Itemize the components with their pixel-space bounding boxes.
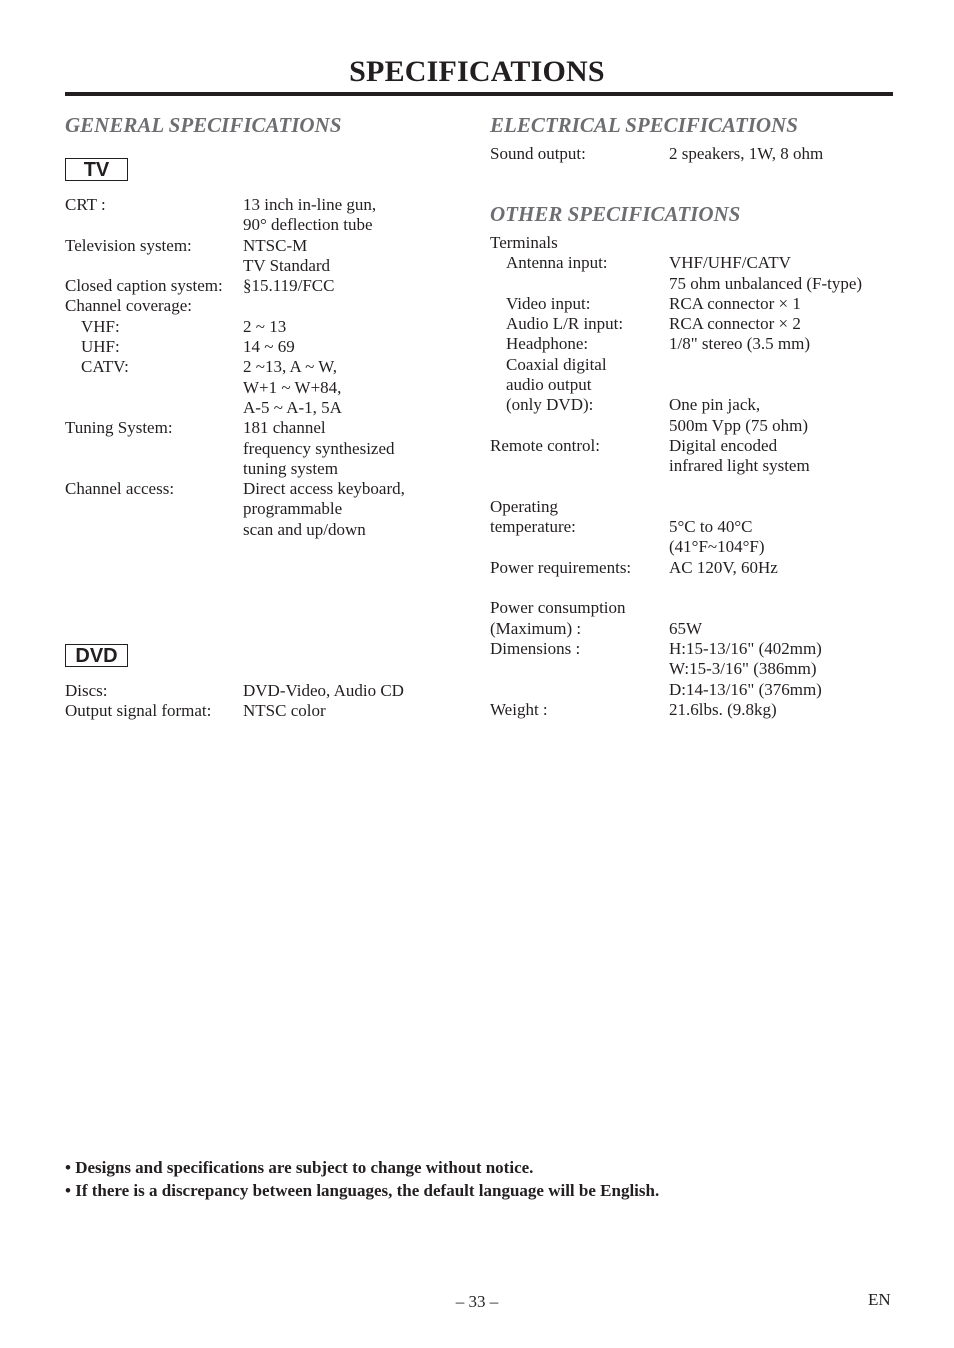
spec-label: Weight :	[490, 699, 548, 719]
spec-row	[65, 235, 331, 277]
spec-label: Closed caption system:	[65, 276, 223, 296]
spec-value	[669, 619, 702, 639]
spec-value-line: scan and up/down	[243, 519, 366, 539]
spec-label: Power consumption	[490, 598, 626, 618]
spec-value-line: 2 ~13, A ~ W,	[243, 357, 337, 377]
spec-value-line: DVD-Video, Audio CD	[243, 681, 404, 700]
spec-value	[243, 418, 395, 479]
spec-row	[490, 578, 631, 598]
spec-label: Antenna input:	[506, 253, 608, 273]
spec-value-line: 500m Vpp (75 ohm)	[669, 415, 808, 435]
spec-value-line: 181 channel	[243, 418, 326, 438]
spec-row	[490, 144, 824, 164]
electrical-specifications-heading: ELECTRICAL SPECIFICATIONS	[490, 113, 798, 137]
spec-label: Operating	[490, 496, 558, 516]
spec-label: Power requirements:	[490, 557, 632, 577]
spec-value-line: §15.119/FCC	[243, 276, 335, 296]
spec-value-line: 75 ohm unbalanced (F-type)	[669, 273, 863, 293]
other-spec-list	[490, 233, 863, 720]
spec-row	[490, 618, 703, 639]
spec-row	[490, 355, 631, 375]
spec-value	[243, 681, 404, 701]
spec-value-line: 1/8" stereo (3.5 mm)	[669, 334, 811, 354]
spec-row	[490, 497, 631, 517]
spec-value-line: 65W	[669, 618, 703, 638]
spec-row	[65, 701, 326, 721]
spec-row	[490, 253, 863, 294]
spec-label: audio output	[506, 375, 592, 395]
spec-label: Remote control:	[490, 435, 601, 455]
spec-value	[243, 317, 286, 337]
spec-value-line: 2 ~ 13	[243, 316, 287, 336]
spec-value-line: TV Standard	[243, 255, 331, 275]
spec-value	[243, 701, 326, 721]
spec-value-line: NTSC color	[243, 701, 326, 721]
spec-value-line: D:14-13/16" (376mm)	[669, 679, 822, 699]
spec-row	[490, 334, 811, 354]
spec-value	[669, 395, 808, 436]
other-specifications-heading: OTHER SPECIFICATIONS	[490, 202, 741, 226]
spec-value	[243, 276, 334, 296]
spec-value-line: RCA connector × 2	[669, 314, 801, 334]
spec-value-line: frequency synthesized	[243, 438, 395, 458]
electrical-spec-list	[490, 144, 824, 164]
spec-value	[243, 479, 405, 540]
spec-value	[669, 294, 801, 314]
spec-label: Terminals	[490, 233, 558, 252]
spec-label: Video input:	[506, 293, 591, 313]
spec-label: CATV:	[81, 357, 129, 377]
spec-label: Output signal format:	[65, 701, 212, 721]
spec-label: Channel coverage:	[65, 296, 192, 316]
spec-value	[669, 436, 810, 477]
spec-row	[65, 316, 287, 337]
dvd-badge: DVD	[65, 644, 128, 667]
spec-row	[65, 479, 405, 540]
spec-label: Dimensions :	[490, 638, 581, 658]
spec-value-line: One pin jack,	[669, 395, 761, 415]
note-item: • Designs and specifications are subject to change without notice.	[65, 1158, 534, 1177]
spec-value-line: 21.6lbs. (9.8kg)	[669, 699, 777, 719]
spec-value	[669, 558, 778, 578]
spec-value-line: RCA connector × 1	[669, 293, 801, 313]
spec-row	[490, 233, 631, 253]
spec-row	[65, 337, 295, 357]
spec-value-line: 14 ~ 69	[243, 337, 295, 357]
spec-value-line: 2 speakers, 1W, 8 ohm	[669, 144, 824, 163]
spec-value-line: programmable	[243, 499, 343, 519]
dvd-spec-list	[65, 681, 404, 722]
spec-label: Channel access:	[65, 479, 175, 499]
spec-row	[65, 276, 335, 296]
spec-label: Tuning System:	[65, 418, 173, 438]
page-number: – 33 –	[455, 1292, 499, 1311]
page-title: SPECIFICATIONS	[349, 55, 605, 88]
tv-badge: TV	[65, 158, 128, 181]
note-item: • If there is a discrepancy between languages, the default language will be English.	[65, 1181, 660, 1200]
spec-row	[490, 314, 801, 334]
spec-row	[490, 557, 778, 578]
spec-value-line: W+1 ~ W+84,	[243, 377, 342, 397]
spec-value	[669, 314, 801, 334]
spec-row	[490, 638, 822, 700]
spec-value-line: (41°F~104°F)	[669, 537, 765, 557]
spec-value	[669, 517, 765, 558]
spec-value-line: Direct access keyboard,	[243, 479, 405, 499]
tv-spec-list	[65, 195, 405, 540]
spec-row	[490, 435, 810, 477]
spec-value-line: AC 120V, 60Hz	[669, 557, 778, 577]
spec-label: Discs:	[65, 681, 108, 700]
spec-row	[65, 418, 395, 479]
spec-value-line: infrared light system	[669, 456, 810, 476]
spec-value	[669, 144, 823, 164]
spec-value	[669, 253, 862, 294]
spec-value-line: tuning system	[243, 458, 338, 478]
general-specifications-heading: GENERAL SPECIFICATIONS	[65, 113, 342, 137]
spec-row	[65, 681, 404, 701]
spec-label: temperature:	[490, 517, 576, 537]
spec-value-line: 13 inch in-line gun,	[243, 195, 377, 214]
spec-row	[65, 357, 342, 418]
spec-value-line: 90° deflection tube	[243, 215, 373, 235]
spec-value-line: NTSC-M	[243, 235, 308, 255]
spec-value	[669, 334, 810, 354]
title-rule	[65, 92, 893, 96]
spec-value-line: A-5 ~ A-1, 5A	[243, 397, 342, 417]
spec-label: CRT :	[65, 195, 106, 214]
spec-value	[243, 357, 342, 418]
spec-label: (only DVD):	[506, 395, 594, 415]
spec-row	[65, 195, 377, 236]
spec-label: Audio L/R input:	[506, 314, 624, 334]
spec-row	[490, 293, 801, 314]
spec-value	[243, 195, 376, 236]
spec-row	[65, 296, 223, 316]
spec-label: Television system:	[65, 235, 192, 255]
spec-label: Sound output:	[490, 144, 586, 163]
spec-label: UHF:	[81, 337, 120, 357]
spec-row	[490, 517, 765, 558]
spec-row	[490, 477, 631, 497]
spec-row	[490, 699, 777, 720]
spec-row	[490, 598, 631, 618]
spec-value	[669, 700, 777, 720]
spec-row	[490, 375, 631, 395]
spec-label: Coaxial digital	[506, 354, 607, 374]
spec-value	[669, 639, 822, 700]
notes	[65, 1156, 659, 1202]
spec-label: VHF:	[81, 316, 120, 336]
spec-value	[243, 337, 295, 357]
spec-value	[243, 236, 330, 277]
spec-value-line: VHF/UHF/CATV	[669, 253, 791, 273]
spec-value-line: H:15-13/16" (402mm)	[669, 638, 822, 658]
spec-label: Headphone:	[506, 334, 589, 354]
spec-value-line: Digital encoded	[669, 435, 778, 455]
spec-label: (Maximum) :	[490, 618, 582, 638]
language-code: EN	[868, 1290, 891, 1309]
spec-row	[490, 395, 808, 436]
spec-value-line: 5°C to 40°C	[669, 517, 753, 537]
spec-value-line: W:15-3/16" (386mm)	[669, 659, 817, 679]
